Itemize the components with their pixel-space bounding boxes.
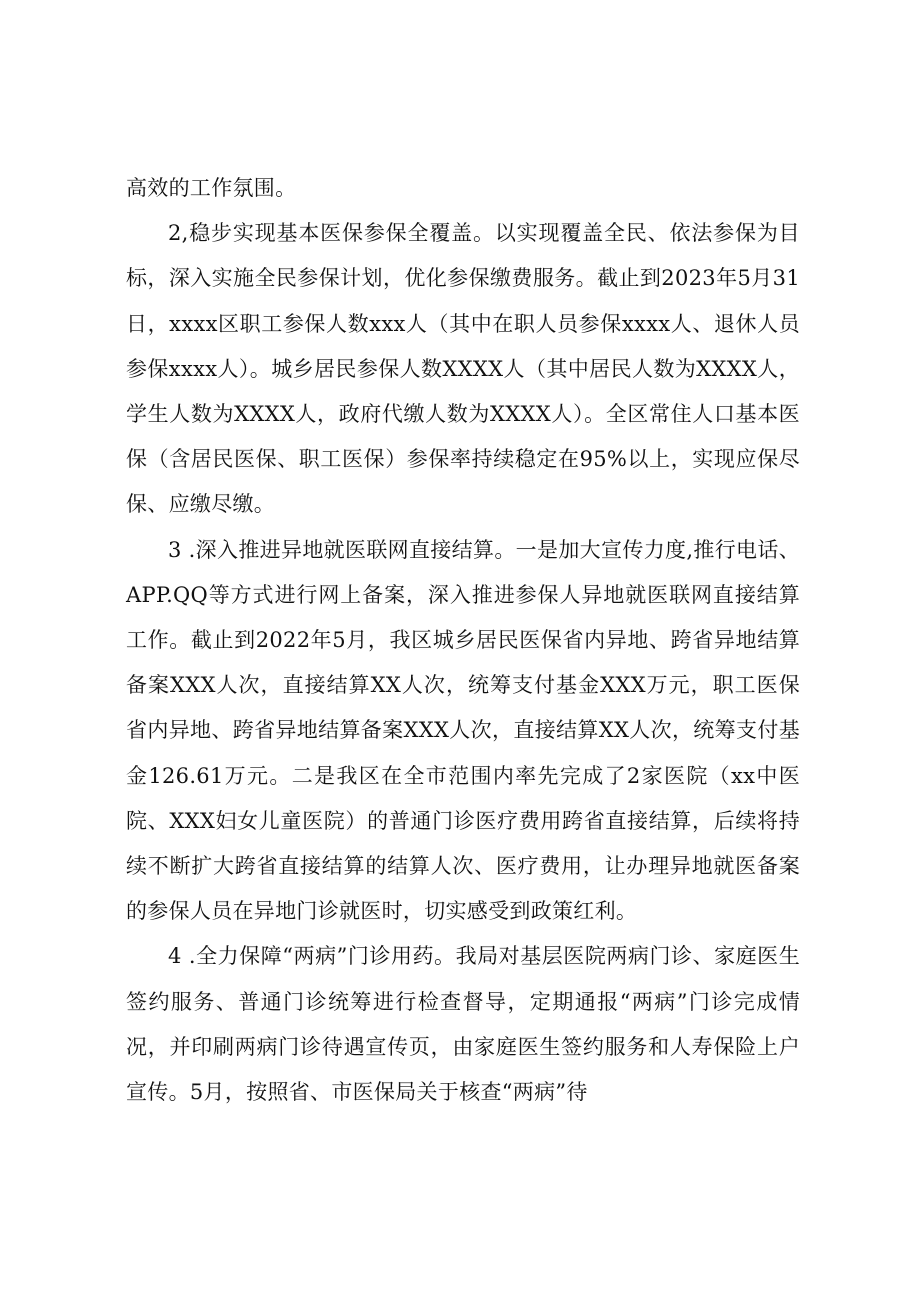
paragraph-remote-settlement: 3 .深入推进异地就医联网直接结算。一是加大宣传力度,推行电话、APP.QQ等方式进行网上备案，深入推进参保人异地就医联网直接结算工作。截止到2022年5月，我区城乡居民医保省内异地、跨省异地结算备案XXX人次，直接结算XX人次，统筹支付基金XXX万元，职工医保省内异地、跨省异地结算备案XXX人次，直接结算XX人次，统筹支付基金126.61万元。二是我区在全市范围内率先完成了2家医院（xx中医院、XXX妇女儿童医院）的普通门诊医疗费用跨省直接结算，后续将持续不断扩大跨省直接结算的结算人次、医疗费用，让办理异地就医备案的参保人员在异地门诊就医时，切实感受到政策红利。: [126, 537, 800, 924]
document-body: [126, 166, 800, 1115]
paragraph-two-diseases-medication: 4 .全力保障“两病”门诊用药。我局对基层医院两病门诊、家庭医生签约服务、普通门诊统筹进行检查督导，定期通报“两病”门诊完成情况，并印刷两病门诊待遇宣传页，由家庭医生签约服务和人寿保险上户宣传。5月，按照省、市医保局关于核查“两病”待: [126, 944, 800, 1105]
paragraph-continuation: 高效的工作氛围。: [126, 176, 297, 200]
paragraph-medical-insurance-coverage: 2,稳步实现基本医保参保全覆盖。以实现覆盖全民、依法参保为目标，深入实施全民参保计划，优化参保缴费服务。截止到2023年5月31日，xxxx区职工参保人数xxx人（其中在职人员参保xxxx人、退休人员参保xxxx人）。城乡居民参保人数XXXX人（其中居民人数为XXXX人，学生人数为XXXX人，政府代缴人数为XXXX人）。全区常住人口基本医保（含居民医保、职工医保）参保率持续稳定在95%以上，实现应保尽保、应缴尽缴。: [126, 221, 800, 517]
